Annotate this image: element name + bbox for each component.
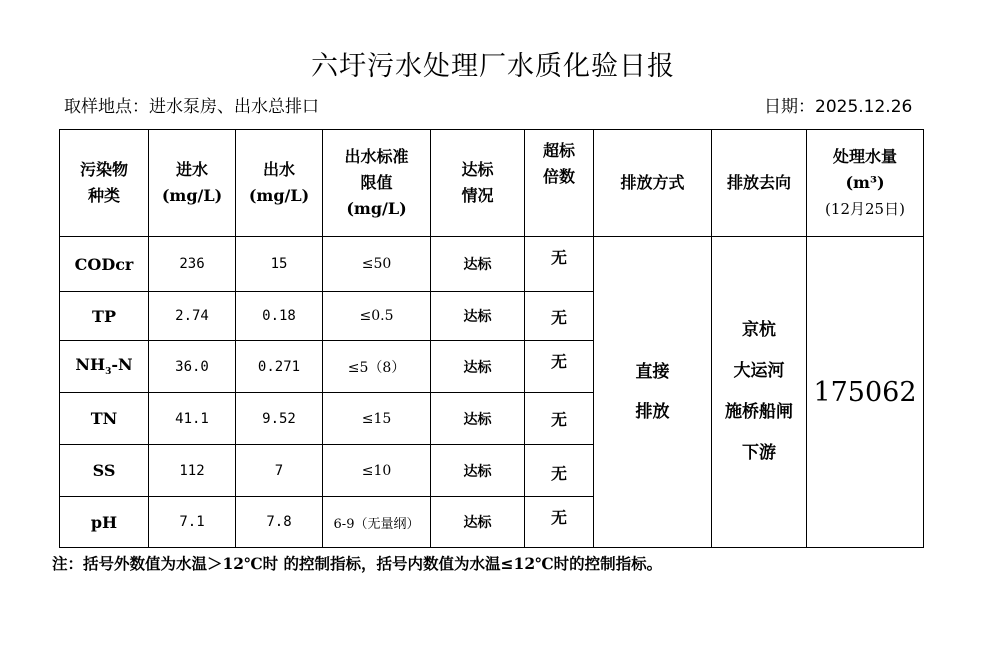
outflow-value: 0.18	[236, 292, 323, 341]
header-limit: 出水标准 限值 (mg/L)	[323, 130, 431, 237]
exceed-value: 无	[525, 445, 594, 497]
status-value: 达标	[431, 237, 525, 292]
report-date: 日期：2025.12.26	[764, 97, 913, 117]
status-value: 达标	[431, 341, 525, 393]
status-value: 达标	[431, 292, 525, 341]
header-outflow: 出水 (mg/L)	[236, 130, 323, 237]
outflow-value: 9.52	[236, 393, 323, 445]
exceed-value: 无	[525, 341, 594, 393]
exceed-value: 无	[525, 393, 594, 445]
pollutant-name: pH	[60, 497, 149, 548]
inflow-value: 7.1	[149, 497, 236, 548]
header-discharge-method: 排放方式	[594, 130, 712, 237]
volume-value: 175062	[807, 237, 924, 548]
limit-value: ≤0.5	[323, 292, 431, 341]
inflow-value: 36.0	[149, 341, 236, 393]
header-inflow: 进水 (mg/L)	[149, 130, 236, 237]
header-pollutant: 污染物 种类	[60, 130, 149, 237]
outflow-value: 7	[236, 445, 323, 497]
header-row	[60, 130, 924, 237]
limit-value: ≤10	[323, 445, 431, 497]
outflow-value: 15	[236, 237, 323, 292]
header-exceed: 超标 倍数	[525, 130, 594, 237]
header-status: 达标 情况	[431, 130, 525, 237]
water-quality-table	[59, 129, 924, 548]
exceed-value: 无	[525, 497, 594, 548]
pollutant-name: SS	[60, 445, 149, 497]
exceed-value: 无	[525, 292, 594, 341]
pollutant-name: TP	[60, 292, 149, 341]
status-value: 达标	[431, 393, 525, 445]
pollutant-name: $NH_3-N$	[60, 341, 149, 393]
footnote: 注：括号外数值为水温＞12℃时 的控制指标，括号内数值为水温≤12℃时的控制指标。	[52, 554, 663, 573]
inflow-value: 236	[149, 237, 236, 292]
pollutant-name: CODcr	[60, 237, 149, 292]
inflow-value: 112	[149, 445, 236, 497]
status-value: 达标	[431, 497, 525, 548]
limit-value: ≤15	[323, 393, 431, 445]
discharge-method-cell: 直接 排放	[594, 237, 712, 548]
limit-value: 6-9（无量纲）	[323, 497, 431, 548]
inflow-value: 2.74	[149, 292, 236, 341]
sampling-location: 取样地点：进水泵房、出水总排口	[64, 97, 319, 117]
table-row	[60, 237, 924, 292]
header-volume: 处理水量 (m³) (12月25日)	[807, 130, 924, 237]
limit-value: ≤5（8）	[323, 341, 431, 393]
exceed-value: 无	[525, 237, 594, 292]
outflow-value: 7.8	[236, 497, 323, 548]
header-discharge-direction: 排放去向	[712, 130, 807, 237]
report-title: 六圩污水处理厂水质化验日报	[311, 51, 675, 82]
discharge-direction-cell: 京杭 大运河 施桥船闸 下游	[712, 237, 807, 548]
outflow-value: 0.271	[236, 341, 323, 393]
limit-value: ≤50	[323, 237, 431, 292]
status-value: 达标	[431, 445, 525, 497]
inflow-value: 41.1	[149, 393, 236, 445]
pollutant-name: TN	[60, 393, 149, 445]
